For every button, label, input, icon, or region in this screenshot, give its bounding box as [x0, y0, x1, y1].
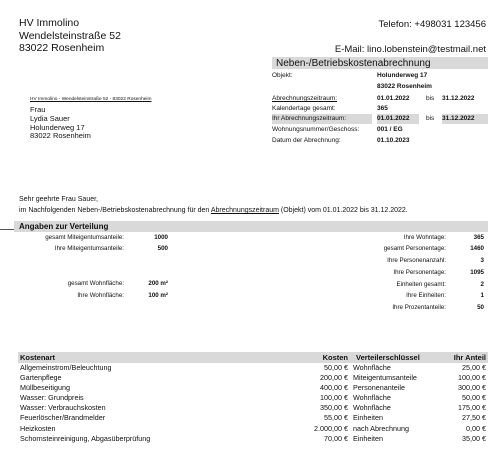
return-address: HV Immolino - Wendelsteinstraße 52 - 83022 Rosenheim [30, 97, 152, 102]
cell-distribution-key: Wohnfläche [353, 363, 391, 372]
header-share: Ihr Anteil [453, 353, 486, 362]
cell-share: 0,00 € [466, 423, 486, 433]
dist-right-value: 365 [473, 234, 484, 241]
cost-table-header [18, 352, 488, 363]
billing-period-label: Abrechnungszeitraum: [272, 95, 338, 102]
dist-right-value: 50 [477, 304, 484, 311]
your-period-from: 01.01.2022 [377, 114, 419, 124]
object-label: Objekt: [272, 72, 293, 79]
dist-right-value: 1 [480, 292, 484, 299]
cell-cost-type: Gartenpflege [20, 373, 62, 383]
sender-street: Wendelsteinstraße 52 [19, 29, 121, 42]
unit-label: Wohnungsnummer/Geschoss: [272, 126, 360, 133]
cell-cost-type: Wasser: Verbrauchskosten [20, 403, 106, 413]
billing-period-to-label: bis [426, 95, 435, 102]
object-city: 83022 Rosenheim [377, 83, 432, 90]
cell-distribution-key: Wohnfläche [353, 393, 391, 403]
cell-distribution-key: Wohnfläche [353, 403, 391, 413]
cell-share: 50,00 € [462, 393, 486, 403]
calendar-days-label: Kalendertage gesamt: [272, 105, 336, 112]
header-cost-type: Kostenart [20, 353, 56, 362]
dist-right-value: 1095 [470, 269, 484, 276]
cell-share: 300,00 € [458, 383, 486, 393]
cell-cost-type: Allgemeinstrom/Beleuchtung [20, 363, 112, 372]
letter-greeting: Sehr geehrte Frau Sauer, [19, 196, 98, 203]
cell-share: 27,50 € [462, 413, 486, 423]
cell-distribution-key: Einheiten [353, 413, 383, 423]
recipient-street: Holunderweg 17 [30, 122, 85, 132]
cell-share: 175,00 € [458, 403, 486, 413]
date-value: 01.10.2023 [377, 137, 410, 144]
your-period-to: 31.12.2022 [442, 114, 488, 124]
header-distribution-key: Verteilerschlüssel [356, 353, 420, 362]
table-row [18, 424, 488, 434]
cell-distribution-key: Personenanteile [353, 383, 405, 393]
dist-left-value: 200 m² [148, 280, 168, 287]
sender-city: 83022 Rosenheim [19, 42, 105, 54]
cell-cost: 50,00 € [324, 363, 348, 372]
unit-value: 001 / EG [377, 126, 403, 133]
cell-share: 35,00 € [462, 433, 486, 443]
table-row [18, 393, 488, 403]
cell-cost-type: Feuerlöscher/Brandmelder [20, 413, 106, 423]
cell-cost-type: Müllbeseitigung [20, 383, 70, 393]
recipient-city: 83022 Rosenheim [30, 131, 91, 141]
distribution-heading: Angaben zur Verteilung [14, 221, 488, 232]
cell-distribution-key: nach Abrechnung [353, 423, 409, 433]
cell-cost: 2.000,00 € [314, 423, 348, 433]
table-row [18, 363, 488, 373]
your-period-to-label: bis [426, 115, 435, 122]
dist-right-value: 3 [480, 257, 484, 264]
date-label: Datum der Abrechnung: [272, 137, 341, 144]
calendar-days-value: 365 [377, 105, 388, 112]
dist-right-label: Einheiten gesamt: [396, 281, 446, 288]
cell-cost-type: Heizkosten [20, 423, 56, 433]
contact-email: E-Mail: lino.lobenstein@testmail.net [334, 44, 486, 55]
cell-share: 25,00 € [462, 363, 486, 372]
cell-distribution-key: Miteigentumsanteile [353, 373, 417, 383]
dist-right-label: Ihre Personentage: [393, 269, 446, 276]
table-row [18, 413, 488, 423]
billing-period-from: 01.01.2022 [377, 95, 410, 102]
recipient-name: Lydia Sauer [30, 113, 70, 123]
table-row [18, 383, 488, 393]
dist-right-label: Ihre Wohntage: [403, 234, 446, 241]
dist-right-label: Ihre Einheiten: [406, 292, 446, 299]
dist-right-value: 2 [480, 281, 484, 288]
table-row [18, 434, 488, 444]
dist-left-value: 500 [157, 245, 168, 252]
your-period-label: Ihr Abrechnungszeitraum: [272, 114, 372, 124]
intro-text-2: (Objekt) vom 01.01.2022 bis 31.12.2022. [278, 207, 408, 214]
intro-text-1: im Nachfolgenden Neben-/Betriebskostenabrechnung für den [19, 207, 211, 214]
cell-cost: 55,00 € [324, 413, 348, 423]
dist-right-label: Ihre Personenanzahl: [387, 257, 446, 264]
object-value: Holunderweg 17 [377, 72, 428, 79]
header-cost: Kosten [322, 353, 348, 362]
sender-name: HV Immolino [19, 17, 80, 29]
dist-left-label: gesamt Miteigentumsanteile: [45, 234, 124, 241]
recipient-salutation: Frau [30, 105, 46, 114]
dist-right-value: 1460 [470, 245, 484, 252]
cell-cost: 70,00 € [324, 433, 348, 443]
cell-share: 100,00 € [458, 373, 486, 383]
cell-cost: 100,00 € [320, 393, 348, 403]
cell-cost-type: Wasser: Grundpreis [20, 393, 84, 403]
billing-period-to: 31.12.2022 [442, 95, 475, 102]
contact-phone: Telefon: +498031 123456 [378, 19, 486, 30]
intro-link: Abrechnungszeitraum [210, 207, 279, 214]
statement-title: Neben-/Betriebskostenabrechnung [272, 57, 488, 69]
dist-left-value: 1000 [154, 234, 168, 241]
dist-left-label: gesamt Wohnfläche: [67, 280, 124, 287]
table-row [18, 373, 488, 383]
cell-cost-type: Schornsteinreinigung, Abgasüberprüfung [20, 433, 151, 443]
cell-cost: 350,00 € [320, 403, 348, 413]
cell-distribution-key: Einheiten [353, 433, 383, 443]
cell-cost: 400,00 € [320, 383, 348, 393]
cell-cost: 200,00 € [320, 373, 348, 383]
dist-left-value: 100 m² [148, 292, 168, 299]
dist-right-label: gesamt Personentage: [383, 245, 446, 252]
cost-table [18, 352, 488, 444]
dist-left-label: Ihre Wohnfläche: [77, 292, 124, 299]
table-row [18, 403, 488, 413]
dist-left-label: Ihre Miteigentumsanteile: [54, 245, 124, 252]
dist-right-label: Ihre Prozentanteile: [392, 304, 446, 311]
